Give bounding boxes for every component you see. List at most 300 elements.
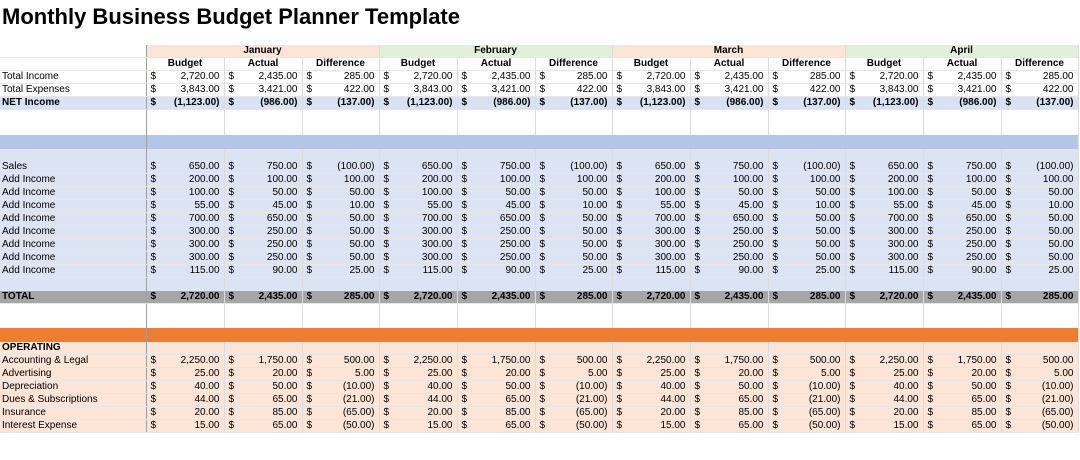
currency-symbol: $ [379,213,399,226]
actual-cell: 65.00 [244,394,302,407]
empty-cell [632,122,690,135]
difference-cell: 100.00 [555,174,612,187]
row-label: Total Income [0,71,146,84]
empty-cell [943,278,1001,291]
currency-symbol: $ [379,187,399,200]
difference-cell: 10.00 [1021,200,1078,213]
row-label: Interest Expense [0,420,146,433]
difference-cell: (137.00) [322,97,379,110]
currency-symbol: $ [845,265,865,278]
spacer-row [0,316,1078,329]
empty-cell [302,278,322,291]
currency-symbol: $ [923,200,943,213]
difference-cell: (100.00) [322,161,379,174]
currency-symbol: $ [845,239,865,252]
budget-cell: 700.00 [632,213,690,226]
budget-cell: 15.00 [399,420,457,433]
difference-cell: (137.00) [1021,97,1078,110]
difference-cell: 25.00 [322,265,379,278]
empty-cell [690,342,710,355]
col-header-difference: Difference [1001,58,1078,71]
currency-symbol: $ [535,420,555,433]
currency-symbol: $ [224,368,244,381]
col-header-actual: Actual [690,58,768,71]
empty-cell [768,316,788,329]
empty-cell [399,303,457,316]
currency-symbol: $ [379,265,399,278]
empty-cell [399,122,457,135]
actual-cell: 2,435.00 [710,291,768,304]
currency-symbol: $ [457,252,477,265]
difference-cell: 10.00 [322,200,379,213]
currency-symbol: $ [923,252,943,265]
empty-cell [710,122,768,135]
currency-symbol: $ [845,381,865,394]
empty-cell [244,316,302,329]
currency-symbol: $ [923,239,943,252]
currency-symbol: $ [224,71,244,84]
actual-cell: 750.00 [244,161,302,174]
actual-cell: 100.00 [943,174,1001,187]
currency-symbol: $ [302,368,322,381]
currency-symbol: $ [690,239,710,252]
currency-symbol: $ [1001,252,1021,265]
difference-cell: (137.00) [555,97,612,110]
currency-symbol: $ [923,84,943,97]
actual-cell: 2,435.00 [710,71,768,84]
empty-cell [865,342,923,355]
currency-symbol: $ [146,265,166,278]
budget-cell: 100.00 [865,187,923,200]
actual-cell: 3,421.00 [943,84,1001,97]
actual-cell: 3,421.00 [244,84,302,97]
currency-symbol: $ [302,187,322,200]
currency-symbol: $ [612,368,632,381]
currency-symbol: $ [612,97,632,110]
currency-symbol: $ [845,291,865,304]
empty-cell [224,122,244,135]
currency-symbol: $ [612,381,632,394]
currency-symbol: $ [535,239,555,252]
empty-cell [1001,278,1021,291]
currency-symbol: $ [845,226,865,239]
difference-cell: (10.00) [555,381,612,394]
empty-cell [457,110,477,123]
empty-cell [224,342,244,355]
empty-cell [477,122,535,135]
actual-cell: 50.00 [244,381,302,394]
difference-cell: 422.00 [555,84,612,97]
empty-cell [768,149,788,162]
currency-symbol: $ [923,265,943,278]
empty-cell [535,342,555,355]
currency-symbol: $ [379,355,399,368]
empty-cell [943,110,1001,123]
currency-symbol: $ [379,200,399,213]
empty-cell [710,342,768,355]
budget-cell: 2,250.00 [865,355,923,368]
data-row [0,187,1078,200]
currency-symbol: $ [690,355,710,368]
currency-symbol: $ [379,239,399,252]
currency-symbol: $ [612,161,632,174]
difference-cell: 50.00 [555,252,612,265]
budget-cell: 40.00 [399,381,457,394]
difference-cell: 50.00 [788,252,845,265]
difference-cell: 50.00 [1021,187,1078,200]
budget-cell: 2,720.00 [399,291,457,304]
difference-cell: 50.00 [788,226,845,239]
currency-symbol: $ [612,291,632,304]
currency-symbol: $ [146,213,166,226]
actual-cell: 3,421.00 [477,84,535,97]
empty-cell [399,278,457,291]
empty-cell [457,278,477,291]
currency-symbol: $ [302,381,322,394]
corner-cell [0,45,146,58]
budget-cell: 25.00 [865,368,923,381]
empty-cell [555,316,612,329]
currency-symbol: $ [1001,174,1021,187]
difference-cell: 285.00 [788,291,845,304]
currency-symbol: $ [146,394,166,407]
currency-symbol: $ [923,174,943,187]
empty-cell [224,316,244,329]
difference-cell: 25.00 [788,265,845,278]
month-header-row [0,45,1078,58]
empty-cell [477,110,535,123]
difference-cell: 285.00 [555,291,612,304]
actual-cell: 250.00 [710,226,768,239]
currency-symbol: $ [457,420,477,433]
currency-symbol: $ [457,239,477,252]
empty-cell [166,278,224,291]
difference-cell: 50.00 [322,187,379,200]
empty-cell [457,149,477,162]
empty-cell [535,110,555,123]
empty-cell [612,342,632,355]
difference-cell: (10.00) [788,381,845,394]
budget-cell: 25.00 [632,368,690,381]
actual-cell: 650.00 [244,213,302,226]
col-header-difference: Difference [535,58,612,71]
currency-symbol: $ [146,161,166,174]
budget-cell: 300.00 [399,239,457,252]
empty-cell [923,303,943,316]
difference-cell: (65.00) [322,407,379,420]
actual-cell: 65.00 [710,420,768,433]
row-label [0,316,146,329]
data-row [0,161,1078,174]
difference-cell: 50.00 [788,187,845,200]
actual-cell: 3,421.00 [710,84,768,97]
currency-symbol: $ [457,368,477,381]
row-label: Add Income [0,187,146,200]
empty-cell [166,122,224,135]
budget-cell: 115.00 [632,265,690,278]
empty-cell [845,122,865,135]
empty-cell [788,278,845,291]
empty-cell [923,316,943,329]
currency-symbol: $ [768,200,788,213]
currency-symbol: $ [768,355,788,368]
currency-symbol: $ [612,252,632,265]
currency-symbol: $ [768,174,788,187]
col-header-difference: Difference [768,58,845,71]
col-header-difference: Difference [302,58,379,71]
budget-cell: 300.00 [865,239,923,252]
month-header-april: April [845,45,1078,58]
budget-cell: 20.00 [166,407,224,420]
empty-cell [1001,342,1021,355]
currency-symbol: $ [1001,368,1021,381]
actual-cell: 250.00 [477,239,535,252]
currency-symbol: $ [535,355,555,368]
budget-cell: 2,720.00 [166,71,224,84]
currency-symbol: $ [1001,394,1021,407]
actual-cell: 2,435.00 [244,71,302,84]
empty-cell [477,303,535,316]
currency-symbol: $ [690,394,710,407]
currency-symbol: $ [146,407,166,420]
empty-cell [379,110,399,123]
empty-cell [302,316,322,329]
empty-cell [845,278,865,291]
actual-cell: 45.00 [244,200,302,213]
budget-cell: 200.00 [865,174,923,187]
empty-cell [379,303,399,316]
empty-cell [379,149,399,162]
currency-symbol: $ [768,265,788,278]
budget-cell: 200.00 [166,174,224,187]
currency-symbol: $ [535,291,555,304]
empty-cell [1001,110,1021,123]
currency-symbol: $ [302,394,322,407]
currency-symbol: $ [146,226,166,239]
empty-cell [244,342,302,355]
currency-symbol: $ [845,355,865,368]
difference-cell: 10.00 [788,200,845,213]
actual-cell: 250.00 [244,252,302,265]
currency-symbol: $ [768,239,788,252]
difference-cell: 50.00 [1021,239,1078,252]
currency-symbol: $ [845,71,865,84]
empty-cell [1021,149,1078,162]
empty-cell [302,149,322,162]
actual-cell: 250.00 [943,252,1001,265]
data-row [0,265,1078,278]
actual-cell: 250.00 [710,239,768,252]
currency-symbol: $ [845,407,865,420]
row-label [0,328,146,342]
empty-cell [379,122,399,135]
currency-symbol: $ [457,394,477,407]
currency-symbol: $ [1001,355,1021,368]
currency-symbol: $ [457,71,477,84]
empty-cell [379,342,399,355]
empty-cell [690,316,710,329]
difference-cell: (50.00) [322,420,379,433]
actual-cell: 65.00 [477,394,535,407]
currency-symbol: $ [845,161,865,174]
empty-cell [1021,110,1078,123]
currency-symbol: $ [690,174,710,187]
difference-cell: 500.00 [322,355,379,368]
currency-symbol: $ [379,407,399,420]
empty-cell [923,149,943,162]
currency-symbol: $ [1001,71,1021,84]
currency-symbol: $ [302,213,322,226]
row-label: NET Income [0,97,146,110]
currency-symbol: $ [690,265,710,278]
col-header-actual: Actual [457,58,535,71]
empty-cell [379,278,399,291]
currency-symbol: $ [768,213,788,226]
empty-cell [690,110,710,123]
empty-cell [555,149,612,162]
empty-cell [477,278,535,291]
band-row [0,135,1078,149]
currency-symbol: $ [146,368,166,381]
currency-symbol: $ [224,239,244,252]
difference-cell: (100.00) [1021,161,1078,174]
actual-cell: 650.00 [943,213,1001,226]
budget-cell: 650.00 [166,161,224,174]
empty-cell [845,110,865,123]
empty-cell [612,122,632,135]
month-header-february: February [379,45,612,58]
currency-symbol: $ [379,381,399,394]
actual-cell: 90.00 [710,265,768,278]
budget-cell: 3,843.00 [166,84,224,97]
empty-cell [166,303,224,316]
actual-cell: 65.00 [477,420,535,433]
currency-symbol: $ [146,420,166,433]
currency-symbol: $ [379,97,399,110]
data-row [0,420,1078,433]
row-label: Insurance [0,407,146,420]
empty-cell [399,110,457,123]
actual-cell: 250.00 [244,226,302,239]
budget-cell: 15.00 [865,420,923,433]
data-row [0,291,1078,304]
data-row [0,226,1078,239]
currency-symbol: $ [535,213,555,226]
budget-cell: 44.00 [166,394,224,407]
currency-symbol: $ [457,265,477,278]
currency-symbol: $ [1001,226,1021,239]
currency-symbol: $ [923,71,943,84]
currency-symbol: $ [845,97,865,110]
currency-symbol: $ [1001,291,1021,304]
currency-symbol: $ [457,213,477,226]
currency-symbol: $ [1001,84,1021,97]
difference-cell: (10.00) [322,381,379,394]
budget-cell: 40.00 [632,381,690,394]
currency-symbol: $ [224,84,244,97]
currency-symbol: $ [302,226,322,239]
currency-symbol: $ [146,355,166,368]
currency-symbol: $ [379,420,399,433]
actual-cell: 2,435.00 [244,291,302,304]
actual-cell: 65.00 [244,420,302,433]
budget-cell: 40.00 [865,381,923,394]
currency-symbol: $ [845,368,865,381]
empty-cell [322,316,379,329]
currency-symbol: $ [457,291,477,304]
page-title: Monthly Business Budget Planner Template [2,4,460,29]
empty-cell [224,110,244,123]
currency-symbol: $ [612,84,632,97]
currency-symbol: $ [768,161,788,174]
actual-cell: 85.00 [943,407,1001,420]
currency-symbol: $ [302,161,322,174]
empty-cell [302,303,322,316]
actual-cell: 20.00 [477,368,535,381]
empty-cell [865,303,923,316]
currency-symbol: $ [612,226,632,239]
difference-cell: (100.00) [555,161,612,174]
actual-cell: 50.00 [477,381,535,394]
currency-symbol: $ [612,187,632,200]
currency-symbol: $ [146,174,166,187]
currency-symbol: $ [612,200,632,213]
empty-cell [768,110,788,123]
currency-symbol: $ [690,368,710,381]
column-header-row [0,58,1078,71]
budget-cell: 300.00 [632,239,690,252]
empty-cell [322,278,379,291]
section-band [146,135,1078,149]
difference-cell: (100.00) [788,161,845,174]
budget-cell: 2,250.00 [166,355,224,368]
row-label [0,278,146,291]
actual-cell: 1,750.00 [943,355,1001,368]
empty-cell [224,303,244,316]
currency-symbol: $ [768,97,788,110]
empty-cell [399,316,457,329]
budget-cell: 40.00 [166,381,224,394]
budget-cell: 300.00 [865,226,923,239]
currency-symbol: $ [845,420,865,433]
currency-symbol: $ [845,213,865,226]
budget-cell: 2,720.00 [166,291,224,304]
currency-symbol: $ [535,252,555,265]
currency-symbol: $ [535,265,555,278]
actual-cell: 90.00 [244,265,302,278]
actual-cell: 750.00 [477,161,535,174]
currency-symbol: $ [224,420,244,433]
currency-symbol: $ [1001,213,1021,226]
empty-cell [690,278,710,291]
budget-cell: 300.00 [632,252,690,265]
actual-cell: 50.00 [710,187,768,200]
empty-cell [632,149,690,162]
empty-cell [768,278,788,291]
currency-symbol: $ [535,368,555,381]
currency-symbol: $ [457,174,477,187]
difference-cell: (10.00) [1021,381,1078,394]
empty-cell [632,303,690,316]
currency-symbol: $ [224,226,244,239]
currency-symbol: $ [690,213,710,226]
difference-cell: 50.00 [555,213,612,226]
currency-symbol: $ [768,226,788,239]
difference-cell: 500.00 [1021,355,1078,368]
col-header-actual: Actual [923,58,1001,71]
currency-symbol: $ [146,381,166,394]
empty-cell [555,110,612,123]
